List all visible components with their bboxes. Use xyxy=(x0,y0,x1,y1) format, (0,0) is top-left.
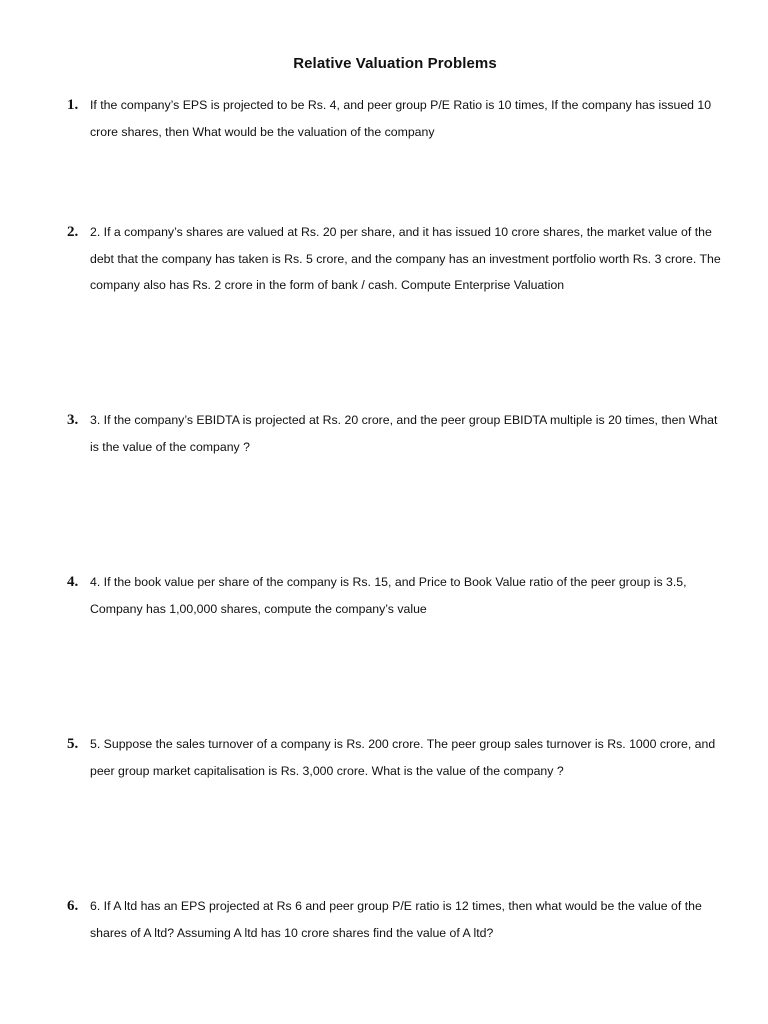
question-text: 6. If A ltd has an EPS projected at Rs 6 and peer group P/E ratio is 12 times, then what would be the value of the shares of A ltd? Assuming A ltd has 10 crore shares find the value of A ltd? xyxy=(90,899,702,940)
question-number: 5. xyxy=(67,736,79,752)
question-number: 3. xyxy=(67,412,79,428)
question-text: 2. If a company’s shares are valued at Rs. 20 per share, and it has issued 10 crore shares, the market value of the debt that the company has taken is Rs. 5 crore, and the company has an investment portfolio worth Rs. 3 crore. The company also has Rs. 2 crore in the form of bank / cash. Compute Enterprise Valuation xyxy=(90,225,721,292)
question-number: 1. xyxy=(67,97,79,113)
question-text: 3. If the company’s EBIDTA is projected at Rs. 20 crore, and the peer group EBIDTA multiple is 20 times, then What is the value of the company ? xyxy=(90,413,718,454)
question-number: 2. xyxy=(67,224,79,240)
question-number: 6. xyxy=(67,898,79,914)
question-text: 4. If the book value per share of the company is Rs. 15, and Price to Book Value ratio of the peer group is 3.5, Company has 1,00,000 shares, compute the company’s value xyxy=(90,575,687,616)
question-text: If the company’s EPS is projected to be Rs. 4, and peer group P/E Ratio is 10 times, If the company has issued 10 crore shares, then What would be the valuation of the company xyxy=(90,98,712,139)
question-number: 4. xyxy=(67,574,79,590)
page-title: Relative Valuation Problems xyxy=(293,55,497,72)
question-text: 5. Suppose the sales turnover of a company is Rs. 200 crore. The peer group sales turnover is Rs. 1000 crore, and peer group market capitalisation is Rs. 3,000 crore. What is the value of the company ? xyxy=(90,737,716,778)
